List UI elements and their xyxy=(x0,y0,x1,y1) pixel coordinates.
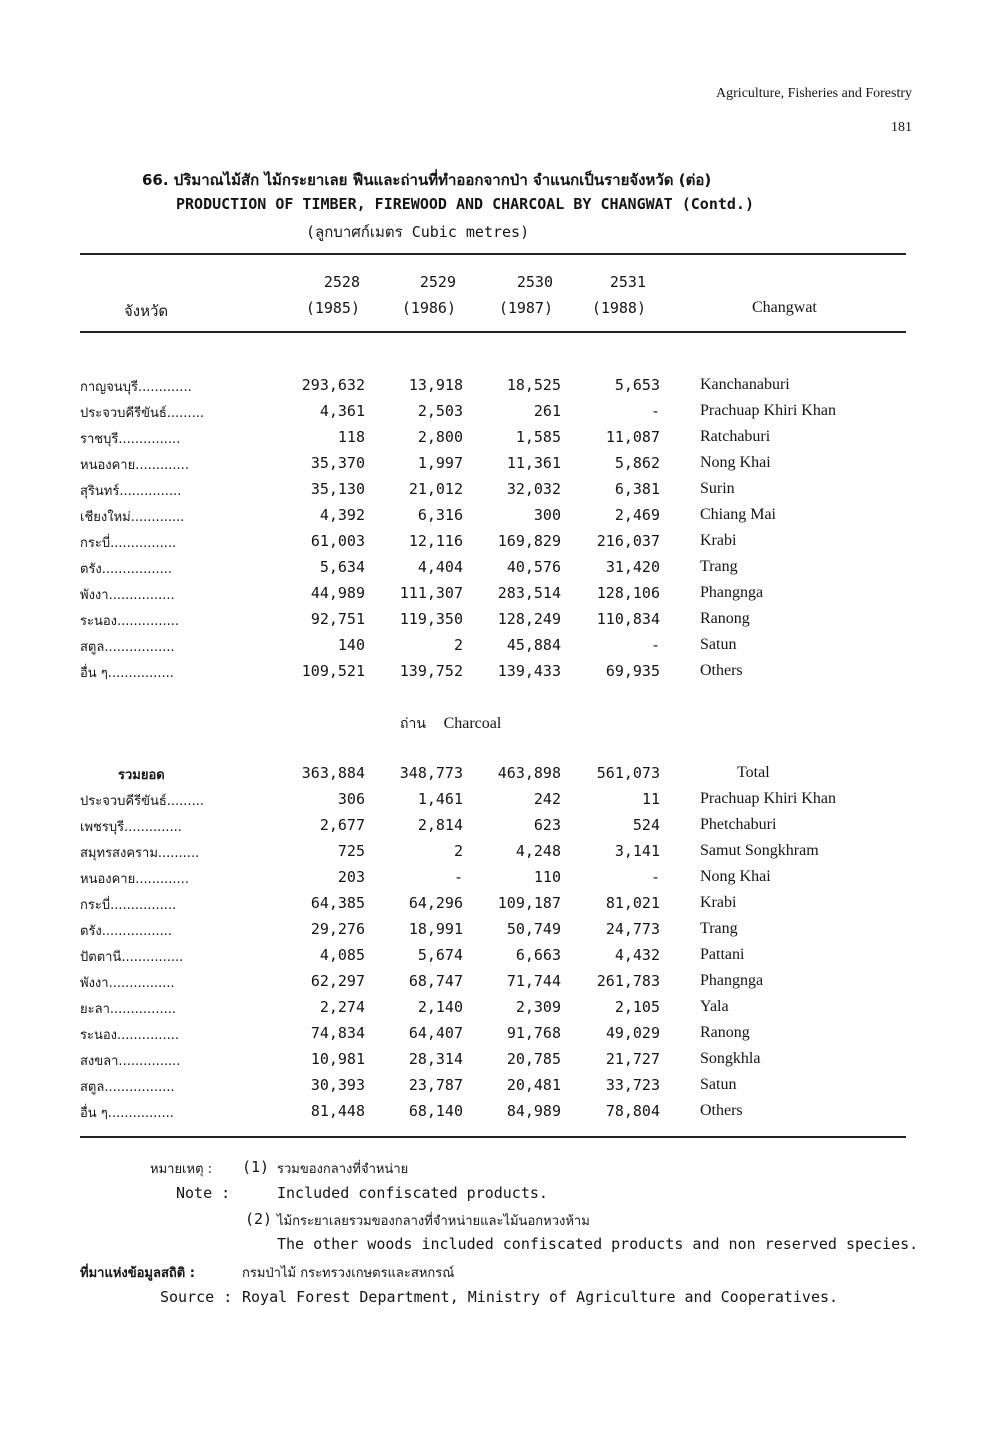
note-label: Note : xyxy=(176,1184,231,1202)
cell-value: 68,140 xyxy=(408,1102,463,1120)
table-row xyxy=(80,790,906,816)
table-row xyxy=(80,1050,906,1076)
row-english-name: Yala xyxy=(700,998,729,1015)
cell-value: 203 xyxy=(337,868,365,886)
row-thai-name: สตูล................. xyxy=(80,1080,175,1095)
table-row xyxy=(80,816,906,842)
cell-value: 128,249 xyxy=(497,610,561,628)
cell-value: 29,276 xyxy=(310,920,365,938)
cell-value: 5,653 xyxy=(614,376,660,394)
cell-value: 11 xyxy=(641,790,660,808)
cell-value: 300 xyxy=(533,506,561,524)
cell-value: 24,773 xyxy=(605,920,660,938)
cell-value: 35,370 xyxy=(310,454,365,472)
cell-value: 3,141 xyxy=(614,842,660,860)
table-row xyxy=(80,842,906,868)
cell-value: - xyxy=(650,868,660,886)
cell-value: 283,514 xyxy=(497,584,561,602)
cell-value: 261 xyxy=(533,402,561,420)
cell-value: 242 xyxy=(533,790,561,808)
cell-value: 1,461 xyxy=(417,790,463,808)
cell-value: 109,521 xyxy=(301,662,365,680)
cell-value: 2,503 xyxy=(417,402,463,420)
table-row xyxy=(80,402,906,428)
row-english-name: Satun xyxy=(700,636,737,653)
row-thai-name: ปัตตานี............... xyxy=(80,950,184,965)
table-top-rule xyxy=(80,253,906,255)
row-thai-name: สุรินทร์............... xyxy=(80,484,182,499)
cell-value: 35,130 xyxy=(310,480,365,498)
row-english-name: Ratchaburi xyxy=(700,428,771,445)
cell-value: 4,085 xyxy=(319,946,365,964)
cell-value: 4,392 xyxy=(319,506,365,524)
note-1-thai: รวมของกลางที่จำหน่าย xyxy=(277,1162,409,1177)
column-header-year-1: 2528 xyxy=(323,273,360,291)
row-thai-name: ประจวบคีรีขันธ์......... xyxy=(80,406,204,421)
cell-value: 64,407 xyxy=(408,1024,463,1042)
row-english-name: Satun xyxy=(700,1076,737,1093)
row-english-name: Krabi xyxy=(700,894,737,911)
cell-value: 4,432 xyxy=(614,946,660,964)
table-row xyxy=(80,972,906,998)
table-row xyxy=(80,894,906,920)
cell-value: 10,981 xyxy=(310,1050,365,1068)
row-english-name: Nong Khai xyxy=(700,454,771,471)
row-english-name: Trang xyxy=(700,920,738,937)
table-row xyxy=(80,376,906,402)
table-row xyxy=(80,480,906,506)
note-1-number: (1) xyxy=(242,1158,270,1176)
cell-value: 306 xyxy=(337,790,365,808)
row-english-name: Phangnga xyxy=(700,584,764,601)
row-english-name: Samut Songkhram xyxy=(700,842,819,859)
table-row xyxy=(80,920,906,946)
note-2-english: The other woods included confiscated products and non reserved species. xyxy=(277,1235,919,1253)
table-row xyxy=(80,558,906,584)
cell-value: 78,804 xyxy=(605,1102,660,1120)
row-thai-name: พังงา................ xyxy=(80,976,175,991)
cell-value: 84,989 xyxy=(506,1102,561,1120)
row-english-name: Nong Khai xyxy=(700,868,771,885)
row-english-name: Prachuap Khiri Khan xyxy=(700,402,836,419)
table-header-rule xyxy=(80,331,906,333)
table-title-english: PRODUCTION OF TIMBER, FIREWOOD AND CHARCOAL BY CHANGWAT (Contd.) xyxy=(176,195,754,213)
cell-value: 64,385 xyxy=(310,894,365,912)
thai-note-label: หมายเหตุ : xyxy=(150,1162,213,1177)
unit-label: (ลูกบาศก์เมตร Cubic metres) xyxy=(306,223,530,241)
cell-value: 128,106 xyxy=(596,584,660,602)
note-1-english: Included confiscated products. xyxy=(277,1184,548,1202)
cell-value: 348,773 xyxy=(399,764,463,782)
column-header-year-3: 2530 xyxy=(516,273,553,291)
cell-value: 524 xyxy=(632,816,660,834)
cell-value: 68,747 xyxy=(408,972,463,990)
cell-value: 18,991 xyxy=(408,920,463,938)
row-english-name: Prachuap Khiri Khan xyxy=(700,790,836,807)
column-header-english: Changwat xyxy=(752,299,817,316)
cell-value: 1,585 xyxy=(515,428,561,446)
cell-value: 140 xyxy=(337,636,365,654)
row-english-name: Ranong xyxy=(700,610,750,627)
cell-value: 64,296 xyxy=(408,894,463,912)
cell-value: 5,674 xyxy=(417,946,463,964)
cell-value: 81,021 xyxy=(605,894,660,912)
row-thai-name: ระนอง............... xyxy=(80,614,179,629)
cell-value: 71,744 xyxy=(506,972,561,990)
cell-value: 91,768 xyxy=(506,1024,561,1042)
cell-value: 139,752 xyxy=(399,662,463,680)
cell-value: 463,898 xyxy=(497,764,561,782)
table-row xyxy=(80,1024,906,1050)
cell-value: 6,316 xyxy=(417,506,463,524)
cell-value: 92,751 xyxy=(310,610,365,628)
row-thai-name: หนองคาย............. xyxy=(80,872,189,887)
cell-value: 5,862 xyxy=(614,454,660,472)
cell-value: 21,727 xyxy=(605,1050,660,1068)
row-thai-name: ประจวบคีรีขันธ์......... xyxy=(80,794,204,809)
charcoal-heading xyxy=(400,713,501,735)
cell-value: - xyxy=(650,636,660,654)
column-header-year-2-ad: (1986) xyxy=(401,299,456,317)
cell-value: 74,834 xyxy=(310,1024,365,1042)
source-text: Royal Forest Department, Ministry of Agriculture and Cooperatives. xyxy=(242,1288,839,1306)
cell-value: 4,404 xyxy=(417,558,463,576)
row-thai-name: รวมยอด xyxy=(118,768,165,783)
cell-value: 169,829 xyxy=(497,532,561,550)
cell-value: 5,634 xyxy=(319,558,365,576)
row-thai-name: เชียงใหม่............. xyxy=(80,510,185,525)
cell-value: 21,012 xyxy=(408,480,463,498)
cell-value: 49,029 xyxy=(605,1024,660,1042)
note-2-number: (2) xyxy=(245,1210,273,1228)
cell-value: 2,469 xyxy=(614,506,660,524)
cell-value: 2,814 xyxy=(417,816,463,834)
cell-value: 2 xyxy=(453,636,463,654)
row-thai-name: อื่น ๆ................ xyxy=(80,666,174,681)
row-thai-name: พังงา................ xyxy=(80,588,175,603)
row-thai-name: เพชรบุรี.............. xyxy=(80,820,182,835)
cell-value: 31,420 xyxy=(605,558,660,576)
cell-value: 561,073 xyxy=(596,764,660,782)
cell-value: 44,989 xyxy=(310,584,365,602)
row-thai-name: กาญจนบุรี............. xyxy=(80,380,192,395)
cell-value: 2 xyxy=(453,842,463,860)
cell-value: 2,274 xyxy=(319,998,365,1016)
row-english-name: Kanchanaburi xyxy=(700,376,790,393)
cell-value: 139,433 xyxy=(497,662,561,680)
cell-value: 6,381 xyxy=(614,480,660,498)
table-row-total xyxy=(80,764,906,790)
cell-value: 623 xyxy=(533,816,561,834)
source-label: Source : xyxy=(160,1288,233,1306)
cell-value: 119,350 xyxy=(399,610,463,628)
table-row xyxy=(80,454,906,480)
note-2-thai: ไม้กระยาเลยรวมของกลางที่จำหน่ายและไม้นอกหวงห้าม xyxy=(277,1214,590,1229)
cell-value: 61,003 xyxy=(310,532,365,550)
cell-value: 45,884 xyxy=(506,636,561,654)
table-row xyxy=(80,998,906,1024)
table-row xyxy=(80,1102,906,1128)
table-row xyxy=(80,946,906,972)
row-english-name: Ranong xyxy=(700,1024,750,1041)
column-header-year-2: 2529 xyxy=(419,273,456,291)
row-thai-name: สมุทรสงคราม.......... xyxy=(80,846,200,861)
cell-value: 33,723 xyxy=(605,1076,660,1094)
cell-value: 293,632 xyxy=(301,376,365,394)
row-english-name: Surin xyxy=(700,480,735,497)
cell-value: 2,800 xyxy=(417,428,463,446)
cell-value: 50,749 xyxy=(506,920,561,938)
row-thai-name: สตูล................. xyxy=(80,640,175,655)
row-thai-name: ยะลา................ xyxy=(80,1002,176,1017)
row-thai-name: กระบี่................ xyxy=(80,536,177,551)
cell-value: 6,663 xyxy=(515,946,561,964)
page-number: 181 xyxy=(891,120,912,135)
row-english-name: Others xyxy=(700,662,743,679)
cell-value: 12,116 xyxy=(408,532,463,550)
table-title-thai: 66. ปริมาณไม้สัก ไม้กระยาเลย ฟืนและถ่านที่ทำออกจากป่า จำแนกเป็นรายจังหวัด (ต่อ) xyxy=(142,171,712,189)
row-english-name: Chiang Mai xyxy=(700,506,776,523)
row-english-name: Phangnga xyxy=(700,972,764,989)
table-row xyxy=(80,636,906,662)
column-header-year-4-ad: (1988) xyxy=(591,299,646,317)
row-english-name: Krabi xyxy=(700,532,737,549)
cell-value: 2,677 xyxy=(319,816,365,834)
cell-value: 30,393 xyxy=(310,1076,365,1094)
charcoal-heading-thai: ถ่าน xyxy=(400,716,426,732)
cell-value: 2,140 xyxy=(417,998,463,1016)
column-header-year-3-ad: (1987) xyxy=(498,299,553,317)
cell-value: 81,448 xyxy=(310,1102,365,1120)
cell-value: 18,525 xyxy=(506,376,561,394)
row-english-name: Pattani xyxy=(700,946,745,963)
table-row xyxy=(80,506,906,532)
cell-value: 111,307 xyxy=(399,584,463,602)
row-english-name: Others xyxy=(700,1102,743,1119)
cell-value: 32,032 xyxy=(506,480,561,498)
row-english-name: Total xyxy=(737,764,770,781)
thai-source: กรมป่าไม้ กระทรวงเกษตรและสหกรณ์ xyxy=(242,1266,455,1281)
row-thai-name: กระบี่................ xyxy=(80,898,177,913)
cell-value: 4,248 xyxy=(515,842,561,860)
column-header-year-1-ad: (1985) xyxy=(305,299,360,317)
cell-value: 20,481 xyxy=(506,1076,561,1094)
cell-value: 261,783 xyxy=(596,972,660,990)
cell-value: 2,309 xyxy=(515,998,561,1016)
cell-value: 216,037 xyxy=(596,532,660,550)
cell-value: 11,087 xyxy=(605,428,660,446)
cell-value: 2,105 xyxy=(614,998,660,1016)
cell-value: - xyxy=(453,868,463,886)
row-english-name: Songkhla xyxy=(700,1050,761,1067)
row-thai-name: สงขลา............... xyxy=(80,1054,181,1069)
row-english-name: Phetchaburi xyxy=(700,816,777,833)
column-header-thai: จังหวัด xyxy=(124,302,169,320)
row-thai-name: ราชบุรี............... xyxy=(80,432,181,447)
cell-value: 4,361 xyxy=(319,402,365,420)
cell-value: 11,361 xyxy=(506,454,561,472)
table-row xyxy=(80,584,906,610)
table-row xyxy=(80,868,906,894)
cell-value: 20,785 xyxy=(506,1050,561,1068)
cell-value: 62,297 xyxy=(310,972,365,990)
running-header: Agriculture, Fisheries and Forestry xyxy=(716,86,912,101)
cell-value: 725 xyxy=(337,842,365,860)
cell-value: 69,935 xyxy=(605,662,660,680)
row-english-name: Trang xyxy=(700,558,738,575)
row-thai-name: อื่น ๆ................ xyxy=(80,1106,174,1121)
cell-value: 1,997 xyxy=(417,454,463,472)
cell-value: 363,884 xyxy=(301,764,365,782)
row-thai-name: ระนอง............... xyxy=(80,1028,179,1043)
thai-source-label: ที่มาแห่งข้อมูลสถิติ : xyxy=(80,1266,195,1281)
table-row xyxy=(80,610,906,636)
table-row xyxy=(80,662,906,688)
row-thai-name: ตรัง................. xyxy=(80,924,173,939)
row-thai-name: ตรัง................. xyxy=(80,562,173,577)
table-row xyxy=(80,532,906,558)
cell-value: 110,834 xyxy=(596,610,660,628)
cell-value: 40,576 xyxy=(506,558,561,576)
cell-value: 23,787 xyxy=(408,1076,463,1094)
cell-value: 109,187 xyxy=(497,894,561,912)
row-thai-name: หนองคาย............. xyxy=(80,458,189,473)
cell-value: 28,314 xyxy=(408,1050,463,1068)
charcoal-heading-english: Charcoal xyxy=(443,715,502,732)
cell-value: - xyxy=(650,402,660,420)
cell-value: 118 xyxy=(337,428,365,446)
table-bottom-rule xyxy=(80,1136,906,1138)
cell-value: 13,918 xyxy=(408,376,463,394)
column-header-year-4: 2531 xyxy=(609,273,646,291)
cell-value: 110 xyxy=(533,868,561,886)
table-row xyxy=(80,428,906,454)
table-row xyxy=(80,1076,906,1102)
